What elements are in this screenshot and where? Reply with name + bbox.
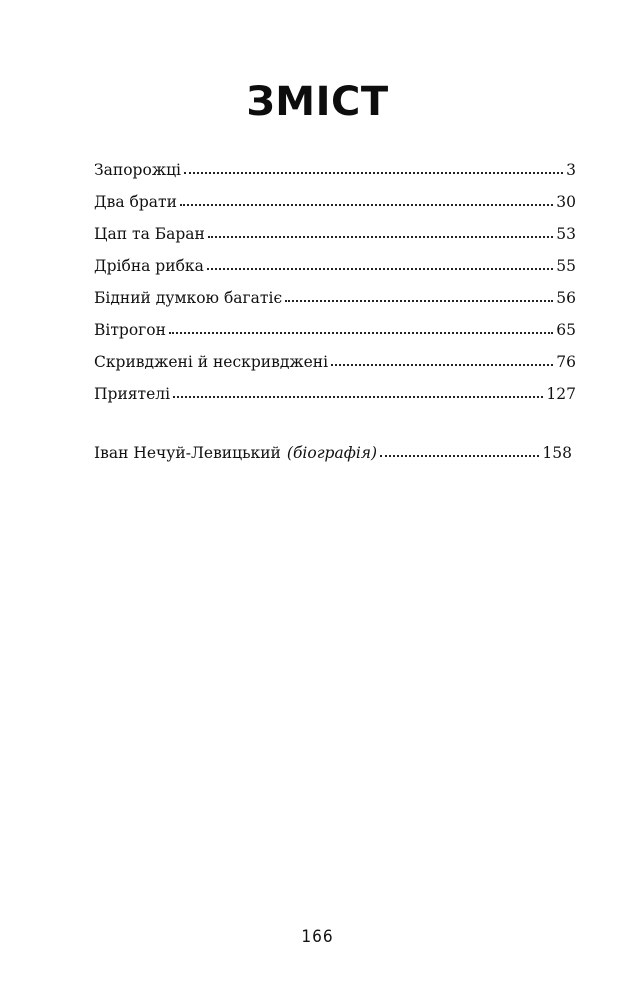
toc-entry-title: Скривджені й нескривджені xyxy=(94,353,329,371)
toc-entry xyxy=(94,314,576,346)
dot-leader xyxy=(208,236,553,238)
toc-entry-page: 65 xyxy=(556,321,576,339)
toc-entry-title: Бідний думкою багатіє xyxy=(94,289,283,307)
toc-entry xyxy=(94,437,572,469)
page-title: ЗМІСТ xyxy=(246,79,389,125)
toc-entry-title: Цап та Баран xyxy=(94,225,205,243)
toc-entry xyxy=(94,218,576,250)
page-number: 166 xyxy=(301,927,334,947)
toc-entry-page: 56 xyxy=(556,289,576,307)
toc-entry-page: 158 xyxy=(542,444,572,462)
toc-entry xyxy=(94,346,576,378)
toc-entry-title: Два брати xyxy=(94,193,177,211)
toc-entry-title: Запорожці xyxy=(94,161,181,179)
toc-entry-title: Дрібна рибка xyxy=(94,257,204,275)
biography-author: Іван Нечуй-Левицький xyxy=(94,444,281,462)
toc-entry xyxy=(94,186,576,218)
toc-entry xyxy=(94,282,576,314)
dot-leader xyxy=(180,204,553,206)
toc-entry xyxy=(94,250,576,282)
dot-leader xyxy=(173,396,543,398)
toc-entry-page: 30 xyxy=(556,193,576,211)
toc-entry-page: 55 xyxy=(556,257,576,275)
dot-leader xyxy=(207,268,553,270)
toc-entry-page: 3 xyxy=(566,161,576,179)
dot-leader xyxy=(285,300,553,302)
toc-entry xyxy=(94,154,576,186)
dot-leader xyxy=(184,172,563,174)
dot-leader xyxy=(331,364,553,366)
toc-entry-title: Приятелі xyxy=(94,385,171,403)
toc-entry xyxy=(94,378,576,410)
dot-leader xyxy=(380,455,539,457)
toc-entry-title: Вітрогон xyxy=(94,321,166,339)
toc-entry-page: 76 xyxy=(556,353,576,371)
toc-biography-entry xyxy=(94,437,572,469)
table-of-contents xyxy=(94,154,576,410)
toc-entry-title xyxy=(94,437,380,469)
dot-leader xyxy=(169,332,553,334)
toc-entry-page: 127 xyxy=(546,385,576,403)
toc-entry-page: 53 xyxy=(556,225,576,243)
biography-label: (біографія) xyxy=(286,444,378,462)
